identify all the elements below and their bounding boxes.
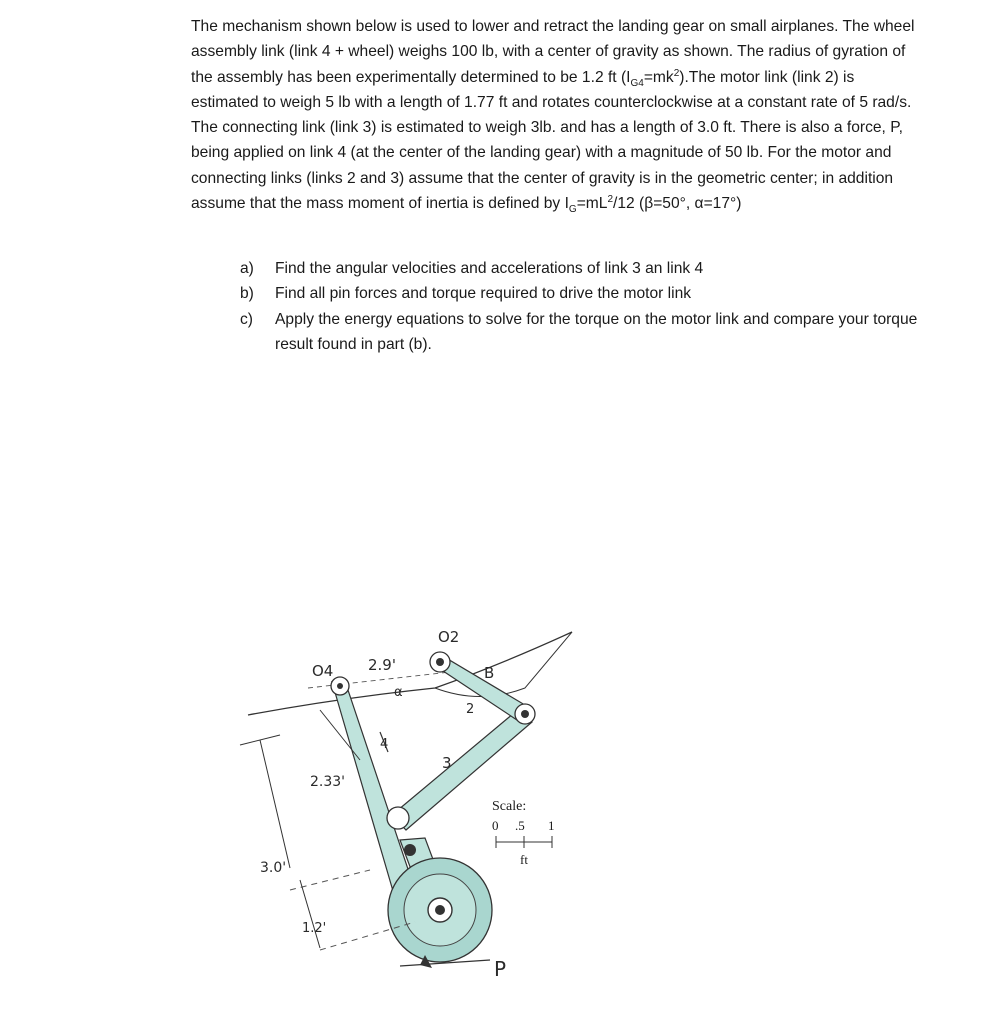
superscript-2b: 2 <box>607 193 614 205</box>
label-p: P <box>494 957 507 981</box>
label-link3: 3 <box>442 754 452 772</box>
question-parts <box>240 256 930 357</box>
center-of-gravity-marker <box>404 844 416 856</box>
pin-o2-center <box>436 658 444 666</box>
mechanism-figure <box>220 610 620 1020</box>
label-o2: O2 <box>438 628 460 646</box>
pin-link3-link4 <box>387 807 409 829</box>
scale-tick-0: 0 <box>492 818 499 833</box>
label-link4: 4 <box>380 737 389 752</box>
formula-ml: =mL <box>576 195 608 213</box>
pin-o4-center <box>337 683 343 689</box>
statement-part-2: ).The motor link (link 2) is estimated to weigh 5 lb with a length of 1.77 ft and rotates counterclockwise at a constant rate of 5 rad/s. The connecting link (link 3) is estimated to weigh 3lb. and has a length of 3.0 ft. There is also a force, P, being applied on link 4 (at the center of the landing gear) with a magnitude of 50 lb. For the motor and connecting links (links 2 and 3) assume that the center of gravity is in the geometric center; in addition assume that the mass moment of inertia is defined by I <box>191 68 912 213</box>
label-link2: 2 <box>466 702 475 717</box>
part-b-marker: b) <box>240 285 254 303</box>
statement-part-1: The mechanism shown below is used to lower and retract the landing gear on small airplanes. The wheel assembly link (link 4 + wheel) weighs 100 lb, with a center of gravity as shown. The radius of gyration of the assembly has been experimentally determined to be 1.2 ft (I <box>191 18 915 86</box>
scale-tick-half: .5 <box>515 818 525 833</box>
subscript-g4: G4 <box>630 77 644 89</box>
formula-mk: =mk <box>643 68 674 86</box>
dim-12-line <box>300 880 320 948</box>
label-dim-30: 3.0' <box>260 860 287 876</box>
label-dim-12: 1.2' <box>302 921 327 936</box>
superscript-2a: 2 <box>673 67 680 79</box>
part-a-text: Find the angular velocities and accelerations of link 3 an link 4 <box>275 260 704 277</box>
label-dim-29: 2.9' <box>368 656 396 674</box>
part-a <box>240 256 930 281</box>
label-o4: O4 <box>312 662 334 680</box>
problem-statement <box>191 14 926 216</box>
wheel-axle <box>435 905 445 915</box>
subscript-g: G <box>568 204 577 216</box>
part-c <box>240 307 930 358</box>
label-beta: B <box>484 664 495 682</box>
part-b <box>240 281 930 306</box>
label-dim-233: 2.33' <box>310 774 346 790</box>
dim-30-line <box>260 740 290 868</box>
part-b-text: Find all pin forces and torque required to drive the motor link <box>275 285 692 303</box>
mechanism-diagram <box>220 610 620 1020</box>
part-c-text: Apply the energy equations to solve for the torque on the motor link and compare your torque result found in part (b). <box>275 310 918 353</box>
scale-unit: ft <box>520 852 528 867</box>
part-c-marker: c) <box>240 310 253 328</box>
pin-link2-link3-center <box>521 710 529 718</box>
part-a-marker: a) <box>240 260 254 277</box>
scale-tick-1: 1 <box>548 818 555 833</box>
wing-outline <box>248 632 572 715</box>
scale-title: Scale: <box>492 799 527 814</box>
statement-tail: /12 (β=50°, α=17°) <box>613 195 742 213</box>
dim-30-top-tick <box>240 735 280 745</box>
label-alpha: α <box>394 685 403 700</box>
